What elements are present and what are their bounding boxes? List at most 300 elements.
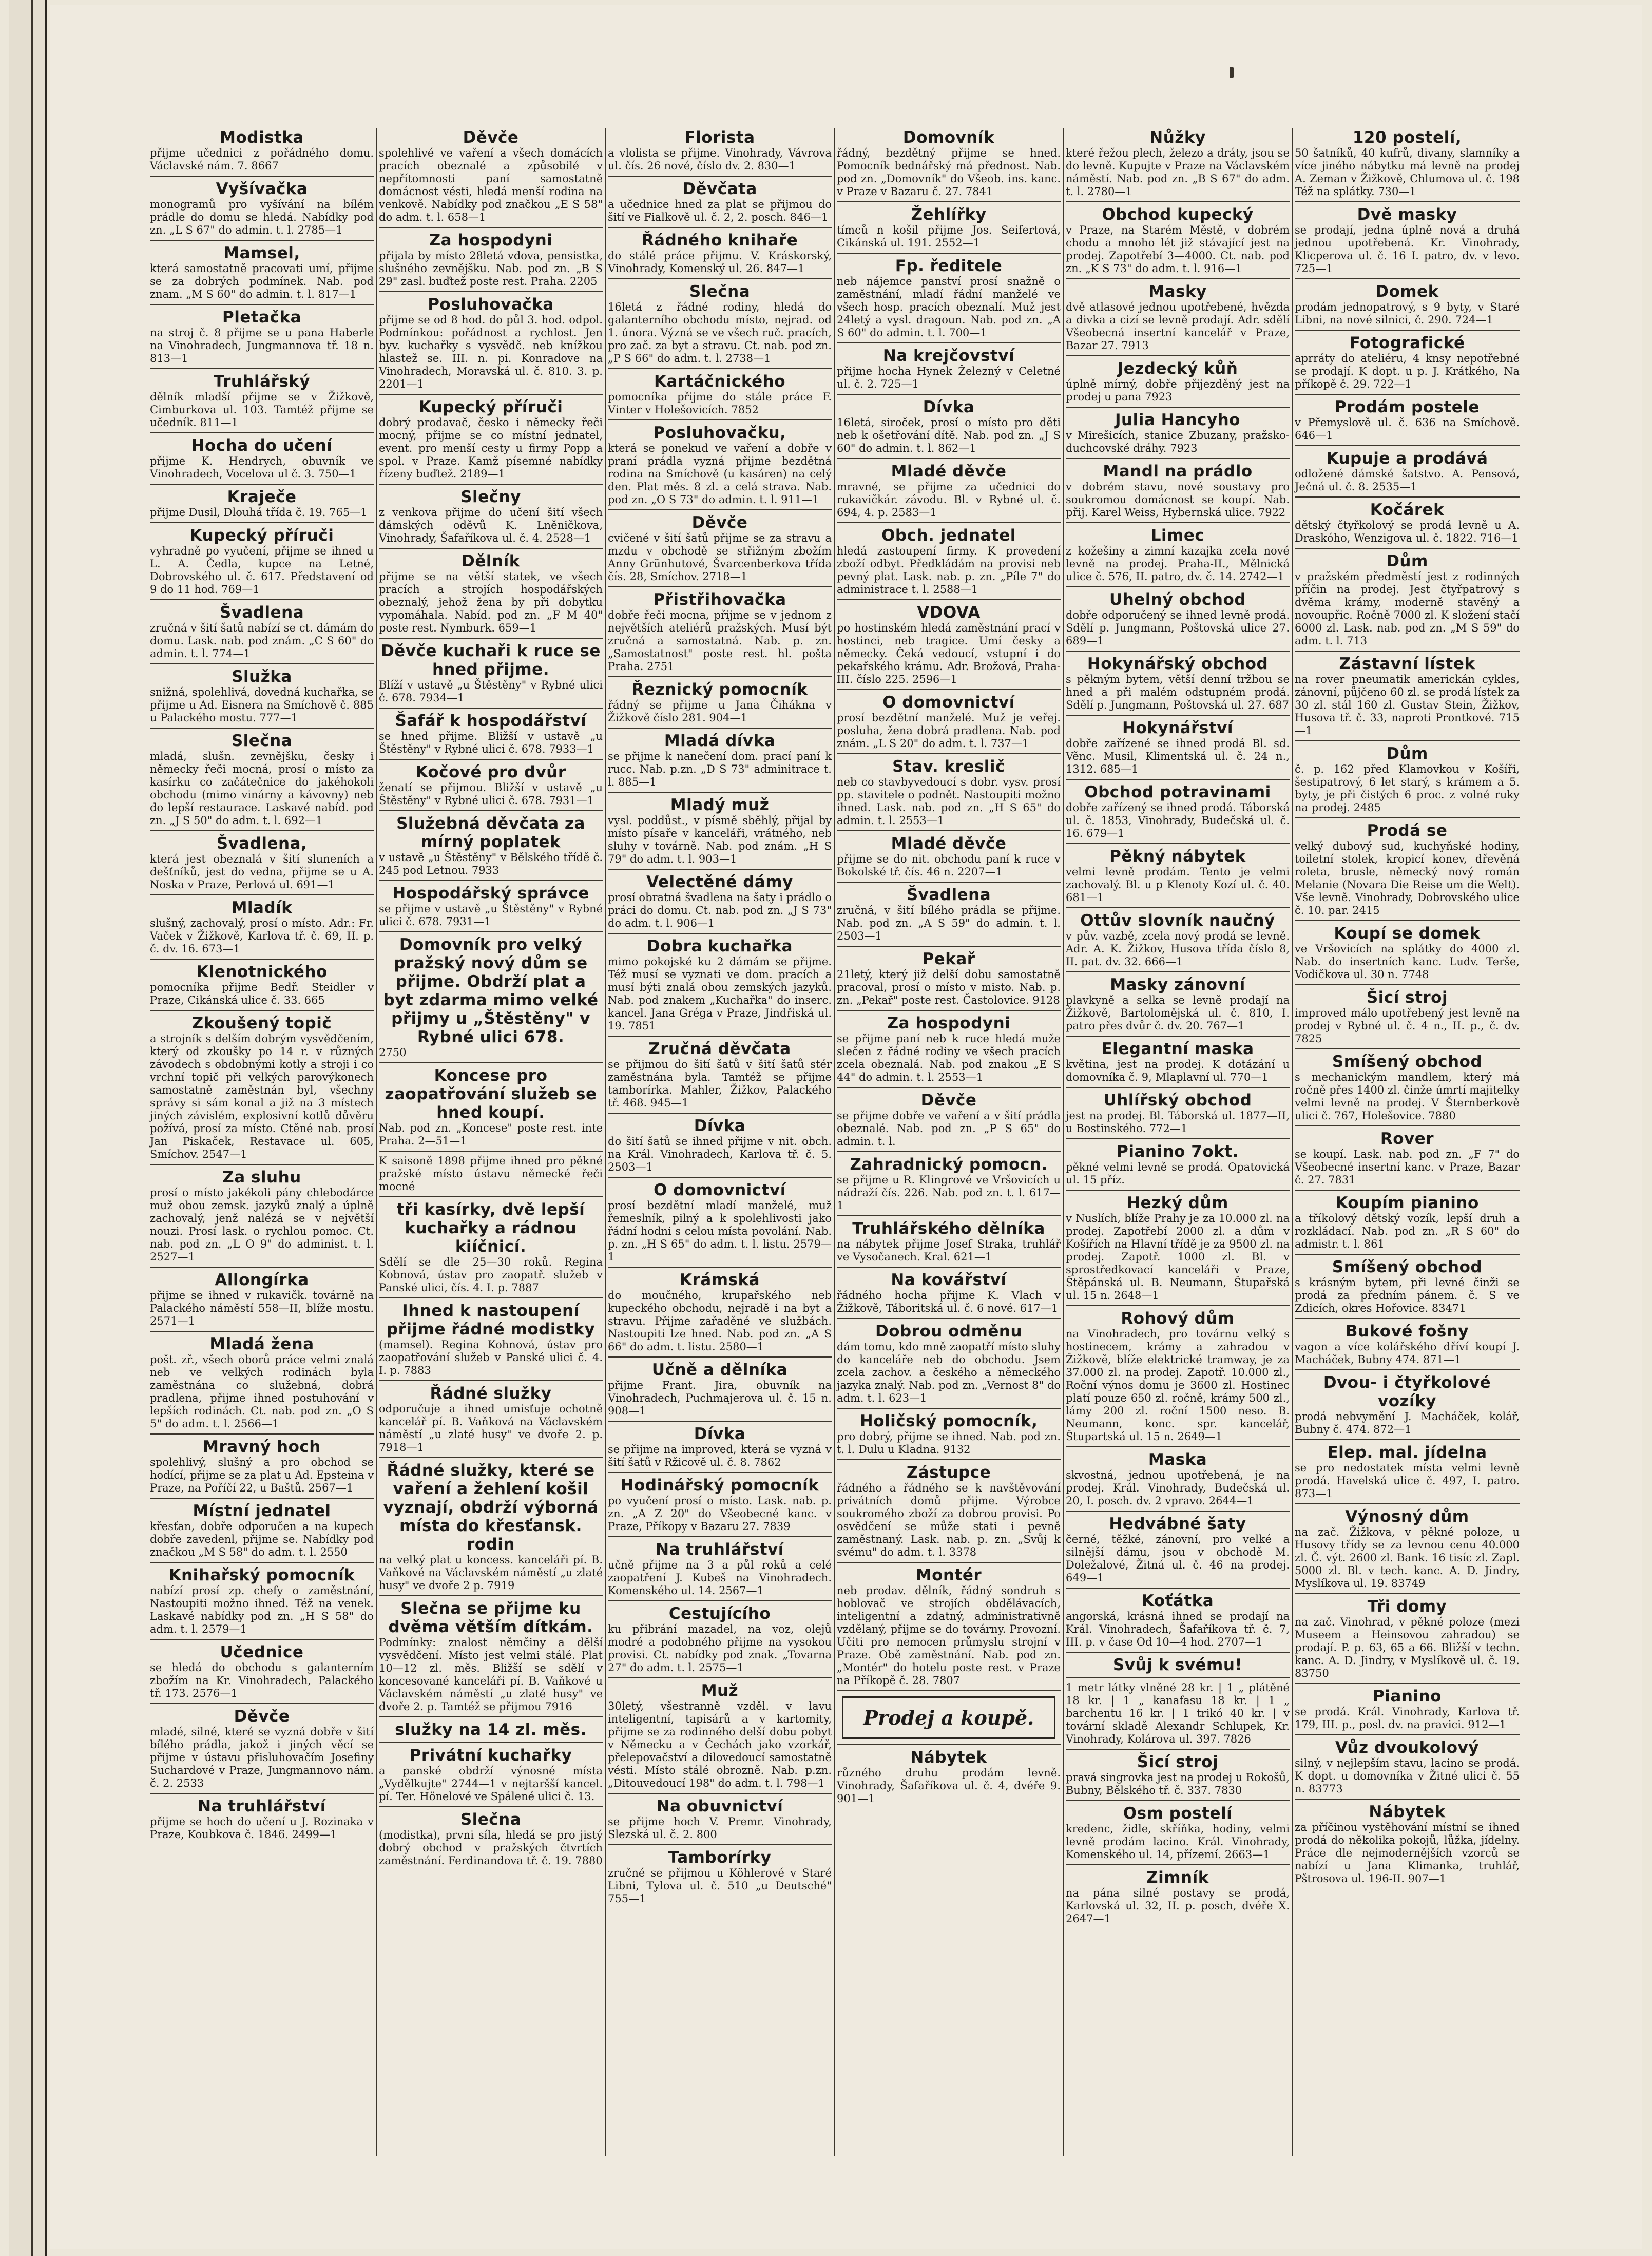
ad-separator (1295, 278, 1520, 279)
ad-column-4 (835, 128, 1064, 2156)
ad-text: na zač. Žižkova, v pěkné poloze, u Husovy třídy se za levnou cenu 40.000 zl. Č. výt. 2600 zl. Bank. 16 tisíc zl. Zapl. 5000 zl. Bl. v tech. kanc. A. D. Jindry, Myslíkova ul. 19. 83749 (1295, 1526, 1520, 1590)
classified-ad (1295, 1443, 1520, 1500)
ad-heading: Modistka (220, 128, 304, 147)
classified-ad (150, 1707, 374, 1790)
classified-ad (837, 1271, 1061, 1315)
ad-text: mladá, slušn. zevnějšku, česky i německy řeči mocná, prosí o místo za kasírku co začátečnice do jakéhokoli obchodu (mimo vinárny a kávovny) neb do lepší restaurace. Laskavé nabíd. pod zn. „J S 50" do adm. t. l. 692—1 (150, 750, 374, 827)
ad-separator (608, 1844, 832, 1845)
ad-text: neb prodav. dělník, řádný sondruh s hoblovač ve strojích obdělávacích, inteligentní a zdatný, administrativně vzdělaný, přijme se do továrny. Provozní. Učiti pro nemocen průmyslu strojní v Praze. Obě zaměstnání. Nab. pod zn. „Montér" do hotelu poste rest. v Praze na Příkopě č. 28. 7807 (837, 1584, 1061, 1687)
ad-heading: Učně a dělníka (651, 1361, 788, 1379)
ad-separator (837, 599, 1061, 600)
ad-heading: Mravný hoch (203, 1438, 321, 1456)
ad-heading: Vyšívačka (216, 180, 308, 198)
ad-heading: Mamsel, (223, 244, 300, 262)
ad-text: se přijme na improved, která se vyzná v šití šatů v Ržicově ul. č. 8. 7862 (608, 1443, 832, 1468)
ad-text: vagon a více kolářského dříví koupí J. Macháček, Bubny 474. 871—1 (1295, 1341, 1520, 1366)
classified-ad (379, 231, 603, 288)
ad-text: po hostinském hledá zaměstnání prací v hostinci, neb tragice. Umí česky a německy. Čeká vedoucí, vstupní i do pekařského krámu. Adr. Brožová, Praha-III. číslo 225. 2596—1 (837, 622, 1061, 685)
ad-text: v ustavě „u Štěstěny" v Bělského třídě č. 245 pod Letnou. 7933 (379, 851, 603, 876)
ad-heading: Dům (1386, 744, 1428, 763)
ad-separator (379, 1151, 603, 1152)
classified-ad (379, 1746, 603, 1803)
ad-text: pravá singrovka jest na prodej u Rokošů, Bubny, Bělského tř. č. 337. 7830 (1066, 1771, 1290, 1796)
ad-text: řádného hocha přijme K. Vlach v Žižkově, Táboritská ul. č. 6 nové. 617—1 (837, 1289, 1061, 1314)
ad-heading: Děvče (463, 128, 519, 147)
ad-separator (837, 753, 1061, 754)
ad-separator (379, 1716, 603, 1717)
classified-ad (837, 347, 1061, 391)
classified-ad (1066, 282, 1290, 352)
ad-text: Blíží v ustavě „u Štěstěny" v Rybné ulici č. 678. 7934—1 (379, 679, 603, 704)
ad-heading: Jezdecký kůň (1117, 359, 1238, 378)
ad-heading: Šicí stroj (1366, 988, 1448, 1007)
classified-ad (379, 1720, 603, 1739)
classified-ad (1295, 334, 1520, 391)
classified-ad (608, 937, 832, 1033)
ad-heading: Koupí se domek (1334, 924, 1481, 943)
ad-text: zručné se přijmou u Köhlerové v Staré Libni, Tylova ul. č. 510 „u Deutsché" 755—1 (608, 1867, 832, 1905)
classified-ad (379, 1599, 603, 1713)
ad-separator (150, 484, 374, 485)
classified-ad (1295, 552, 1520, 647)
ad-text: odložené dámské šatstvo. A. Pensová, Ječná ul. č. 8. 2535—1 (1295, 468, 1520, 493)
classified-ad (608, 1425, 832, 1469)
ad-heading: Elegantní maska (1101, 1040, 1254, 1058)
classified-ad (608, 282, 832, 365)
ad-heading: Maska (1148, 1450, 1207, 1469)
ad-text: na stroj č. 8 přijme se u pana Haberle na Vinohradech, Jungmannova tř. 18 n. 813—1 (150, 327, 374, 365)
ad-separator (837, 1010, 1061, 1011)
classified-ad (150, 603, 374, 660)
ad-separator (608, 1113, 832, 1114)
classified-ad (1066, 1309, 1290, 1443)
ad-separator (1066, 779, 1290, 780)
ad-separator (1066, 1138, 1290, 1139)
classified-ad (608, 1604, 832, 1674)
ad-text: v pův. vazbě, zcela nový prodá se levně. Adr. A. K. Žižkov, Husova třída číslo 8, II. pat. dv. 32. 666—1 (1066, 930, 1290, 968)
ad-separator (150, 1562, 374, 1563)
ad-text: v Přemyslově ul. č. 636 na Smíchově. 646—1 (1295, 416, 1520, 442)
ad-text: snižná, spolehlivá, dovedná kuchařka, se přijme u Ad. Eisnera na Smíchově č. 885 u Palackého mostu. 777—1 (150, 686, 374, 724)
ad-text: na rover pneumatik americkán cykles, zánovní, půjčeno 60 zl. se prodá lístek za 30 zl. stál 160 zl. Gustav Stein, Žižkov, Husova tř. č. 33, naproti Prontkové. 715—1 (1295, 673, 1520, 737)
classified-ad (608, 732, 832, 789)
ad-text: přijme K. Hendrych, obuvník ve Vinohradech, Vocelova ul č. 3. 750—1 (150, 455, 374, 480)
ad-heading: Děvčata (682, 180, 757, 198)
classified-ad (1066, 1656, 1290, 1674)
ad-separator (837, 1744, 1061, 1745)
classified-ad (1066, 911, 1290, 968)
ad-text: řádného a řádného se k navštěvování privátních domů přijme. Výrobce soukromého zboží za dobrou provisi. Po osvědčení se může stati i pevně zaměstnaný. Lask. nab. p. zn. „Svůj k svému" do adm. t. l. 3378 (837, 1482, 1061, 1558)
ad-heading: Klenotnického (196, 963, 328, 981)
classified-ad (1066, 1194, 1290, 1302)
ad-separator (1066, 278, 1290, 279)
ad-separator (150, 1010, 374, 1011)
ad-text: na zač. Vinohrad, v pěkné poloze (mezi Museem a Heinsovou zahradou) se prodají. P. p. 63, 65 a 66. Bližší v techn. kanc. A. D. Jindry, v Myslíkově ul. č. 19. 83750 (1295, 1616, 1520, 1679)
ad-text: a tříkolový dětský vozík, lepší druh a rozkládací. Nab. pod zn. „R S 60" do admistr. t. l. 861 (1295, 1212, 1520, 1250)
ad-heading: Děvče kuchaři k ruce se hned přijme. (381, 642, 601, 679)
ad-separator (379, 484, 603, 485)
classified-ad (837, 1155, 1061, 1212)
ad-separator (1295, 1439, 1520, 1440)
ad-separator (1066, 843, 1290, 844)
classified-ad (150, 1438, 374, 1495)
ad-heading: Kupecký příruči (189, 526, 334, 545)
classified-ad (150, 1335, 374, 1430)
ad-text: improved málo upotřebený jest levně na prodej v Rybné ul. č. 4 n., II. p., č. dv. 7825 (1295, 1007, 1520, 1045)
ad-separator (608, 676, 832, 677)
ad-separator (837, 1459, 1061, 1460)
classified-ad (150, 372, 374, 429)
ad-separator (837, 201, 1061, 202)
ad-separator (150, 176, 374, 177)
classified-ad (608, 680, 832, 724)
classified-ad (837, 1219, 1061, 1264)
ad-heading: Hocha do učení (191, 436, 333, 455)
ad-text: K saisoně 1898 přijme ihned pro pěkné pražské místo ústavu německé řeči mocné (379, 1155, 603, 1193)
ad-separator (1066, 201, 1290, 202)
ad-heading: Mladé děvče (891, 834, 1007, 853)
classified-ad (379, 1155, 603, 1193)
ad-separator (1295, 1593, 1520, 1594)
classified-ad (1295, 1258, 1520, 1315)
ad-text: vyhradně po vyučení, přijme se ihned u L. A. Čedla, kupce na Letné, Dobrovského ul. č. 617. Představení od 9 do 11 hod. 769—1 (150, 545, 374, 596)
ad-text: tímců n košil přijme Jos. Seifertová, Cikánská ul. 191. 2552—1 (837, 224, 1061, 249)
classified-ad (379, 1200, 603, 1294)
ad-separator (1066, 1190, 1290, 1191)
ad-heading: Dívka (694, 1425, 746, 1443)
ad-text: v Praze, na Starém Městě, v dobrém chodu a mnoho lét již stávající jest na prodej. Zapotřebí 3—4000. Ct. nab. pod zn. „K S 73" do adm. t. l. 916—1 (1066, 224, 1290, 275)
classified-ad (1066, 719, 1290, 776)
ad-separator (608, 227, 832, 228)
ad-heading: Koťátka (1141, 1592, 1214, 1610)
ad-heading: Děvče (920, 1091, 977, 1110)
ad-separator (379, 880, 603, 881)
classified-ad (150, 436, 374, 481)
ad-text: přijme se na větší statek, ve všech pracích a strojích hospodářských obeznalý, jehož žena by při dobytku vypomáhala. Nabíd. pod zn. „F M 40" poste rest. Nymburk. 659—1 (379, 570, 603, 634)
ad-text: vysl. poddůst., v písmě sběhlý, přijal by místo písaře v kanceláři, vrátného, neb sluhy v továrně. Nab. pod znám. „H S 79" do adm. t. l. 903—1 (608, 814, 832, 865)
ink-mark (1230, 67, 1234, 78)
ad-heading: Kartáčnického (654, 372, 786, 391)
ad-separator (608, 1600, 832, 1601)
ad-heading: Allongírka (215, 1271, 309, 1289)
ad-text: různého druhu prodám levně. Vinohrady, Šafaříkova ul. č. 4, dvéře 9. 901—1 (837, 1767, 1061, 1805)
ad-separator (837, 1408, 1061, 1409)
ad-text: úplně mírný, dobře přijezděný jest na prodej u pana 7923 (1066, 378, 1290, 403)
ad-separator (1295, 651, 1520, 652)
ad-heading: Obchod potravinami (1084, 783, 1271, 801)
ad-heading: Pianino 7okt. (1117, 1142, 1239, 1161)
classified-ad (1066, 526, 1290, 583)
ad-heading: Pletačka (222, 308, 302, 327)
ad-text: pro dobrý, přijme se ihned. Nab. pod zn. t. l. Dulu u Kladna. 9132 (837, 1430, 1061, 1456)
ad-text: přijme Dusil, Dlouhá třída č. 19. 765—1 (150, 506, 368, 519)
ad-heading: Hodinářský pomocník (620, 1476, 819, 1495)
classified-ad (1066, 1868, 1290, 1925)
classified-ad (379, 1810, 603, 1867)
ad-heading: Smíšený obchod (1332, 1053, 1483, 1071)
ad-text: přijme se ihned v rukavičk. továrně na Palackého náměstí 558—II, blíže mostu. 2571—1 (150, 1289, 374, 1327)
ad-separator (837, 342, 1061, 343)
ad-text: přijme hocha Hynek Železný v Celetné ul. č. 2. 725—1 (837, 365, 1061, 390)
ad-separator (150, 304, 374, 305)
ad-text: pomocníka přijme do stále práce F. Vinter v Holešovicích. 7852 (608, 391, 832, 416)
ad-text: mimo pokojské ku 2 dámám se přijme. Též musí se vyznati ve dom. pracích a musí býti znalá obou zemských jazyků. Nab. pod znakem „Kuchařka" do inserc. kancel. Jana Gréga v Praze, Jindřiská ul. 19. 7851 (608, 955, 832, 1032)
ad-separator (608, 509, 832, 510)
ad-column-5 (1064, 128, 1293, 2156)
classified-ad (608, 372, 832, 416)
ad-heading: Na truhlářství (198, 1797, 326, 1815)
classified-ad (150, 667, 374, 724)
ad-heading: Ihned k nastoupení přijme řádné modistky (386, 1302, 596, 1339)
ad-text: 16letá z řádné rodiny, hledá do galanterního obchodu místo, nejrad. od 1. února. Význá se ve všech ruč. pracích, pro zač. za byt a stravu. Ct. nab. pod zn. „P S 66" do adm. t. l. 2738—1 (608, 301, 832, 365)
ad-heading: Dům (1386, 552, 1428, 570)
ad-text: se hledá do obchodu s galanterním zbožím na Kr. Vinohradech, Palackého tř. 173. 2576—1 (150, 1661, 374, 1699)
ad-separator (379, 1806, 603, 1807)
ad-separator (150, 894, 374, 895)
ad-separator (379, 1457, 603, 1458)
ad-separator (1066, 715, 1290, 716)
ad-heading: Služebná děvčata za mírný poplatek (396, 814, 585, 851)
classified-ad (1295, 1738, 1520, 1795)
classified-ad (608, 1181, 832, 1264)
ad-separator (837, 1690, 1061, 1691)
ad-heading: Kupecký příruči (418, 398, 563, 416)
ad-separator (379, 394, 603, 395)
ad-text: mravné, se přijme za učednici do rukavičkár. závodu. Bl. v Rybné ul. č. 694, 4. p. 2583—1 (837, 481, 1061, 519)
classified-ad (608, 513, 832, 583)
ad-separator (1066, 586, 1290, 587)
section-banner: Prodej a koupě. (842, 1696, 1055, 1739)
ad-separator (1066, 907, 1290, 908)
ad-separator (150, 1433, 374, 1435)
ad-separator (1295, 1254, 1520, 1255)
ad-separator (1295, 1190, 1520, 1191)
classified-ad (150, 1168, 374, 1264)
ad-separator (837, 394, 1061, 395)
ad-heading: Mladík (231, 898, 293, 917)
ad-heading: Nůžky (1149, 128, 1206, 147)
ad-text: aprráty do ateliéru, 4 knsy nepotřebné se prodají. K dopt. u p. J. Krátkého, Na příkopě č. 29. 722—1 (1295, 352, 1520, 390)
ad-heading: Dobra kuchařka (646, 937, 793, 955)
classified-ad (1295, 1373, 1520, 1436)
ad-heading: Osm postelí (1123, 1804, 1233, 1823)
ad-text: mladé, silné, které se vyzná dobře v šití bílého prádla, jakož i jiných věcí se přijme v ústavu přisluhovačím Josefiny Suchardové v Praze, Jungmannovo nám. č. 2. 2533 (150, 1726, 374, 1789)
ad-text: se prodají, jedna úplně nová a druhá jednou upotřebená. Kr. Vinohrady, Klicperova ul. č. 16 I. patro, dv. v levo. 725—1 (1295, 224, 1520, 275)
ad-text: se pro nedostatek místa velmi levně prodá. Havelská ulice č. 497, I. patro. 873—1 (1295, 1462, 1520, 1500)
ad-separator (837, 1267, 1061, 1268)
classified-ad (379, 814, 603, 877)
ad-heading: Montér (915, 1566, 982, 1584)
ad-heading: Služka (232, 667, 292, 686)
ad-text: ženatí se přijmou. Bližší v ustavě „u Štěstěny" v Rybné ulici č. 678. 7931—1 (379, 781, 603, 807)
ad-heading: Limec (1150, 526, 1205, 545)
ad-text: v pražském předměstí jest z rodinných příčin na prodej. Jest čtyřpatrový s dvěma krámy, moderně stavěný a novoupřic. Ročně 7000 zl. K složení stačí 6000 zl. Lask. nab. pod zn. „M S 59" do adm. t. l. 713 (1295, 570, 1520, 647)
ad-column-3 (606, 128, 835, 2156)
ad-text: přijala by místo 28letá vdova, pensistka, slušného zevnějšku. Nab. pod zn. „B S 29" zasl. buďtež poste rest. Praha. 2205 (379, 250, 603, 288)
ad-separator (150, 728, 374, 729)
ad-separator (379, 1297, 603, 1298)
classified-ad (1295, 655, 1520, 737)
ad-separator (1066, 651, 1290, 652)
ad-text: hledá zastoupení firmy. K provedení zboží odbyt. Předkládám na provisi neb pevný plat. Lask. nab. p. zn. „Píle 7" do administrace t. l. 2588—1 (837, 545, 1061, 596)
ad-text: v Nuslích, blíže Prahy je za 10.000 zl. na prodej. Zapotřebí 2000 zl. a dům v Košířích na Hlavní třídě je za 9500 zl. na prodej. Zapotř. 1000 zl. Bl. v sprostředkovací kanceláři v Praze, Štěpánská ul. B. Neumann, Štupařská ul. 15 n. 2648—1 (1066, 1212, 1290, 1302)
ad-separator (608, 1267, 832, 1268)
classified-ad (1066, 1681, 1290, 1746)
ad-separator (379, 1380, 603, 1381)
ad-separator (1295, 496, 1520, 498)
ad-text: Podmínky: znalost němčiny a dělší vysvědčení. Místo jest velmi stálé. Plat 10—12 zl. měs. Bližší se sdělí v koncesované kanceláři pí. B. Vaňkové u Václavském náměstí „u zlaté husy" ve dvoře 2. p. Tamtéž se přijmou 7916 (379, 1636, 603, 1713)
ad-separator (150, 663, 374, 664)
ad-separator (379, 810, 603, 811)
classified-ad (1066, 1804, 1290, 1861)
classified-ad (1295, 1053, 1520, 1122)
ad-separator (1295, 1048, 1520, 1049)
ad-separator (608, 419, 832, 420)
ad-text: v dobrém stavu, nové soustavy pro soukromou domácnost se koupí. Nab. přij. Karel Weiss, Hybernská ulice. 7922 (1066, 481, 1290, 519)
ad-text: ku přibrání mazadel, na voz, olejů modré a podobného přijme na vysokou provisi. Ct. nabídky pod znak. „Tovarna 27" do adm. t. l. 2575—1 (608, 1623, 832, 1674)
ad-heading: Koncese pro zaopatřování služeb se hned koupí. (385, 1066, 597, 1122)
ad-text: dobře řeči mocna, přijme se v jednom z největších ateliérů pražských. Musí být zručná a samostatná. Nab. p. zn. „Samostatnost" poste rest. hl. pošta Praha. 2751 (608, 609, 832, 673)
ad-separator (1066, 1036, 1290, 1037)
classified-ad (608, 180, 832, 224)
ad-separator (1066, 1864, 1290, 1865)
ad-text: spolehlivý, slušný a pro obchod se hodící, přijme se za plat u Ad. Epsteina v Praze, na Poříčí 22, u Baštů. 2567—1 (150, 1456, 374, 1494)
ad-heading: Děvče (691, 513, 748, 532)
ad-heading: Slečna (689, 282, 751, 301)
classified-ad (1066, 655, 1290, 712)
ad-separator (608, 728, 832, 729)
ad-text: spolehlivé ve vaření a všech domácích pracích obeznalé a způsobilé v nepřítomnosti paní samostatně domácnost vésti, hledá menší rodina na venkově. Nabídky pod značkou „E S 58" do adm. t. l. 658—1 (379, 147, 603, 223)
ad-separator (379, 1742, 603, 1743)
ad-heading: Učednice (220, 1643, 304, 1661)
ad-separator (379, 227, 603, 228)
page-fold-line (31, 0, 33, 2256)
ad-text: ve Vršovicích na splátky do 4000 zl. Nab. do insertních kanc. Ludv. Terše, Vodičkova ul. 30 n. 7748 (1295, 943, 1520, 981)
ad-text: velký dubový sud, kuchyňské hodiny, toiletní stolek, kropicí konev, dřevěná roleta, brusle, německý nový román Melanie (Novara Die Reise um die Welt). Vše levně. Vinohrady, Dobrovského ulice č. 10. par. 2415 (1295, 840, 1520, 916)
ad-separator (608, 1677, 832, 1678)
classified-ad (608, 1117, 832, 1174)
classified-ad (1295, 821, 1520, 917)
classified-ad (608, 1476, 832, 1533)
ad-text: zručná v šití šatů nabízí se ct. dámám do domu. Lask. nab. pod znám. „C S 60" do admin. t. l. 774—1 (150, 622, 374, 660)
ad-separator (1295, 330, 1520, 331)
ad-heading: Hokynářství (1122, 719, 1233, 737)
ad-separator (1066, 407, 1290, 408)
classified-ad (837, 1091, 1061, 1148)
ad-text: v Mirešicích, stanice Zbuzany, pražsko-duchcovské dráhy. 7923 (1066, 429, 1290, 454)
classified-ad (837, 1412, 1061, 1456)
ad-separator (1295, 394, 1520, 395)
ad-text: a strojník s delším dobrým vysvědčením, který od zkoušky po 14 r. v různých závodech s obdobnými kotly a stroji i co vrchní topič při velkých parovýkonech samostatně zaměstnán byl, všechny správy si sám konal a již na 3 místech jiných závislém, explosivní kotlů důvěru požívá, prosí za místo. Ctěné nab. prosí Jan Piskaček, Restavace ul. 605, Smíchov. 2547—1 (150, 1033, 374, 1160)
ad-separator (150, 1164, 374, 1165)
ad-separator (1066, 1446, 1290, 1447)
ad-heading: Řádné služky, které se vaření a žehlení košil vyznají, obdrží výborná místa do křesťansk. rodin (383, 1461, 599, 1554)
ad-heading: Žehlířky (911, 205, 987, 224)
ad-heading: Domovník (902, 128, 995, 147)
ad-text: se přijme k nanečení dom. prací paní k rucc. Nab. p.zn. „D S 73" adminitrace t. l. 885—1 (608, 750, 832, 788)
classified-ad (837, 257, 1061, 339)
classified-ad (379, 398, 603, 481)
classified-ad (150, 1502, 374, 1559)
ad-heading: Nábytek (1369, 1803, 1446, 1821)
ad-text: zručná, v šití bílého prádla se přijme. Nab. pod zn. „A S 59" do admin. t. l. 2503—1 (837, 904, 1061, 942)
ad-separator (150, 1498, 374, 1499)
ad-text: dobrý prodavač, česko i německy řeči mocný, přijme se co místní jednatel, event. pro menší cesty u firmy Popp a spol. v Praze. Kamž písemné nabídky řízeny buďtež. 2189—1 (379, 416, 603, 480)
ad-heading: služky na 14 zl. měs. (395, 1720, 587, 1739)
ad-heading: Truhlářského dělníka (852, 1219, 1045, 1238)
ad-heading: Hokynářský obchod (1087, 655, 1269, 673)
ad-text: do šití šatů se ihned přijme v nit. obch. na Král. Vinohradech, Karlova tř. č. 5. 2503—1 (608, 1135, 832, 1173)
ad-heading: Posluhovačka (428, 295, 554, 314)
ad-text: se hned přijme. Bližší v ustavě „u Štěstěny" v Rybné ulici č. 678. 7933—1 (379, 730, 603, 755)
classified-ad (150, 732, 374, 827)
classified-ad (608, 796, 832, 866)
ad-heading: Řádného knihaře (641, 231, 798, 250)
ad-heading: Za hospodyni (429, 231, 553, 250)
classified-ad (150, 244, 374, 301)
classified-ad (1066, 462, 1290, 519)
ad-text: která jest obeznalá v šití sluneních a dešťníků, jest do vedna, přijme se u A. Noska v Praze, Perlová ul. 691—1 (150, 853, 374, 891)
ad-heading: Kočárek (1370, 501, 1445, 519)
classified-ad (150, 1014, 374, 1161)
classified-ad (608, 1540, 832, 1597)
ad-separator (1066, 1677, 1290, 1678)
ad-separator (150, 432, 374, 433)
ad-separator (1066, 1305, 1290, 1306)
ad-separator (379, 708, 603, 709)
ad-heading: Mladá žena (209, 1335, 314, 1353)
ad-heading: Dělník (462, 552, 520, 570)
ad-separator (379, 1595, 603, 1596)
ad-text: prosí o místo jakékoli pány chlebodárce muž obou zemsk. jazyků znalý a úplně zachovalý, jenž nalézá se v největší nouzi. Prosí lask. o rychlou pomoc. Ct. nab. pod zn. „L O 9" do administ. t. l. 2527—1 (150, 1187, 374, 1263)
classified-ad (608, 424, 832, 506)
ad-heading: Výnosný dům (1345, 1507, 1469, 1526)
ad-heading: Řádné služky (430, 1384, 552, 1403)
ad-heading: Dívka (694, 1117, 746, 1135)
ad-heading: Mladý muž (670, 796, 770, 814)
classified-ad (608, 1361, 832, 1418)
ad-text: prodám jednopatrový, s 9 byty, v Staré Libni, na nové silnici, č. 290. 724—1 (1295, 301, 1520, 326)
ad-text: kredenc, židle, skříňka, hodiny, velmi levně prodám lacino. Král. Vinohrady, Komenského ul. 14, přízemí. 2663—1 (1066, 1823, 1290, 1861)
ad-text: která samostatně pracovati umí, přijme se za dobrých podmínek. Nab. pod znam. „M S 60" do admin. t. l. 817—1 (150, 262, 374, 300)
ad-heading: Uhelný obchod (1109, 590, 1246, 609)
ad-separator (1066, 1087, 1290, 1088)
ad-heading: Pianino (1373, 1687, 1442, 1706)
classified-ad (837, 693, 1061, 750)
classified-ad (150, 308, 374, 365)
classified-ad (608, 1271, 832, 1353)
ad-text: 1 metr látky vlněné 28 kr. | 1 „ plátěné 18 kr. | 1 „ kanafasu 18 kr. | 1 „ barchentu 16 kr. | 1 trikó 40 kr. | v tovární skladě Alexandr Schlupek, Kr. Vinohrady, Kolárova ul. 397. 7826 (1066, 1681, 1290, 1745)
ad-heading: Domek (1375, 282, 1439, 301)
ad-separator (1295, 1369, 1520, 1370)
classified-ad (1066, 590, 1290, 647)
ad-heading: Stav. kreslič (892, 757, 1005, 776)
classified-ad (379, 884, 603, 928)
ad-heading: Zahradnický pomocn. (850, 1155, 1048, 1174)
classified-ad (379, 552, 603, 635)
ad-separator (150, 1267, 374, 1268)
classified-ad (379, 488, 603, 545)
classified-ad (1066, 783, 1290, 840)
classified-ad (1066, 847, 1290, 904)
classified-ad (837, 526, 1061, 596)
ad-heading: Místní jednatel (193, 1502, 331, 1520)
classified-ad (1066, 1142, 1290, 1187)
ad-heading: Prodám postele (1335, 398, 1480, 416)
ad-text: monogramů pro vyšívání na bílém prádle do domu se hledá. Nabídky pod zn. „L S 67" do admin. t. l. 2785—1 (150, 198, 374, 236)
classified-ad (1295, 128, 1520, 198)
classified-ad (1295, 398, 1520, 442)
